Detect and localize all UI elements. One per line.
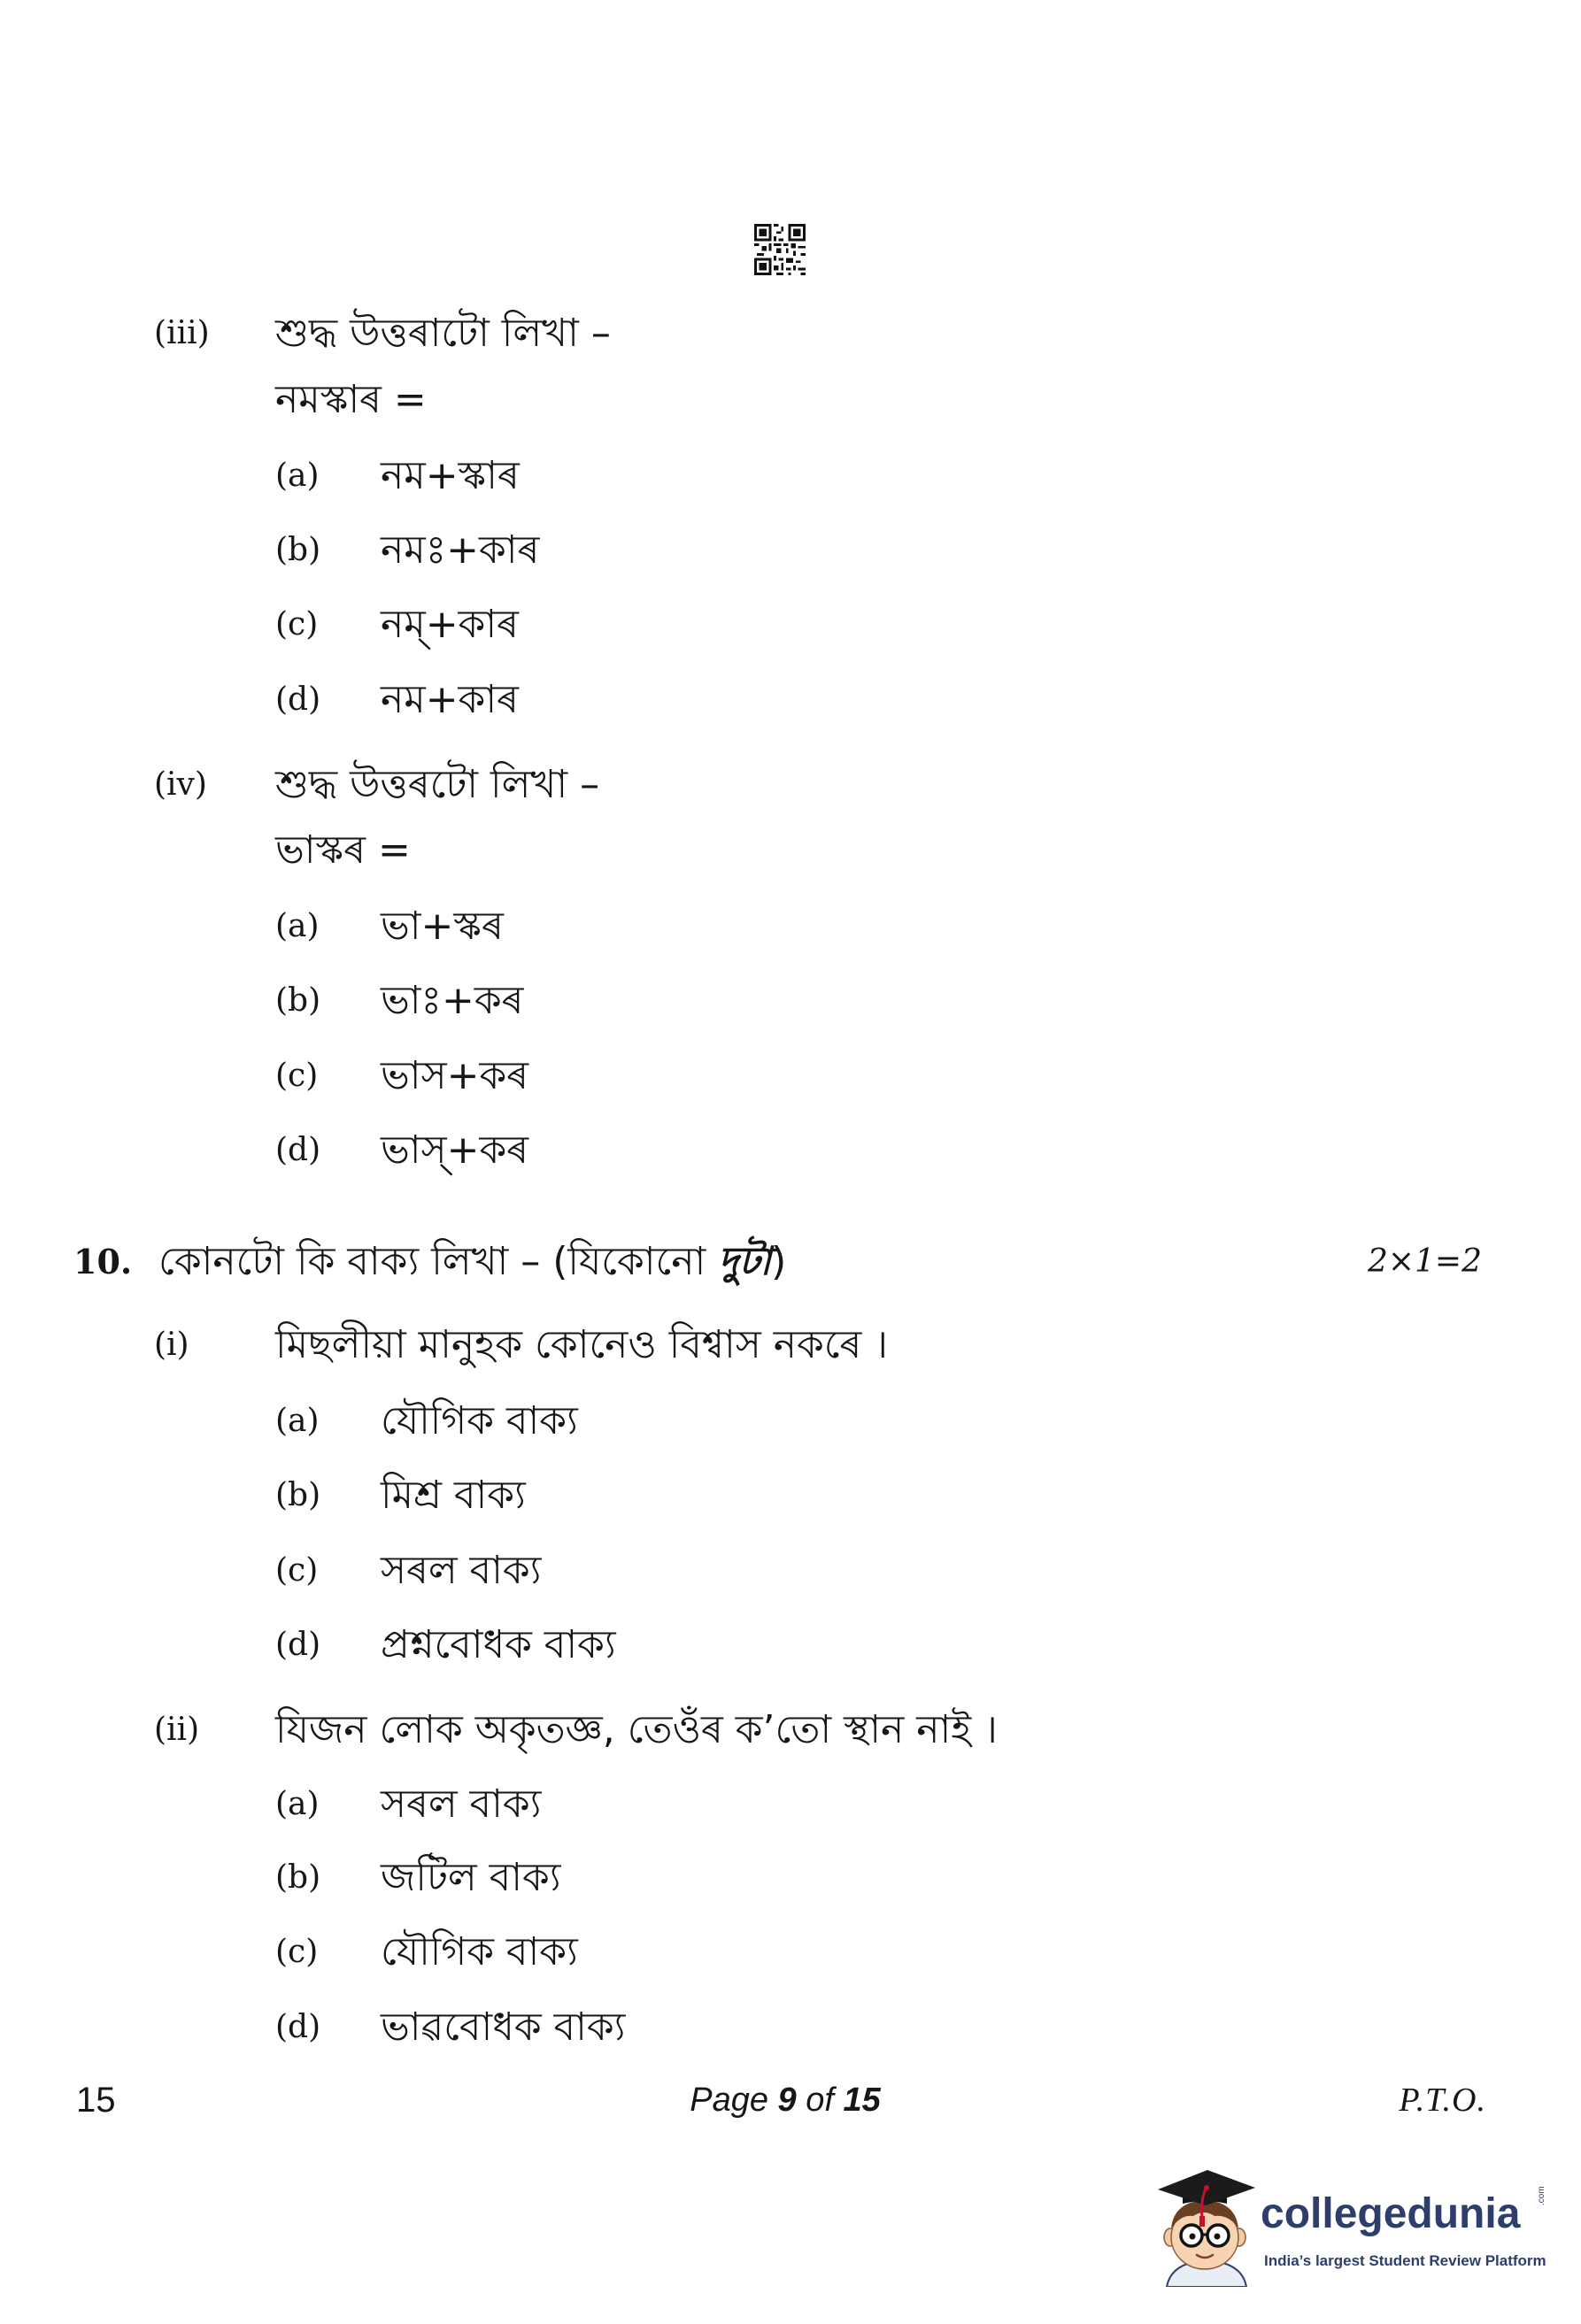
part-label: (iii) <box>154 315 210 351</box>
option-label: (b) <box>275 1477 321 1513</box>
option-row <box>0 672 1581 728</box>
please-turn-over: P.T.O. <box>1399 2082 1486 2119</box>
option-label: (c) <box>275 1552 319 1589</box>
question-part-row <box>0 305 1581 362</box>
watermark-brand: collegedunia <box>1261 2190 1521 2237</box>
page-total: 15 <box>843 2082 881 2119</box>
question-prompt-close: ) <box>771 1239 787 1284</box>
part-term-row <box>0 372 1581 428</box>
question-prompt-text: কোনটো কি বাক্য লিখা – (যিকোনো <box>158 1239 706 1284</box>
question-number: 10. <box>73 1242 133 1281</box>
option-text: যৌগিক বাক্য <box>381 1398 578 1443</box>
option-text: সৰল বাক্য <box>381 1548 542 1593</box>
option-label: (c) <box>275 606 319 643</box>
option-text: ভাঃ+কৰ <box>381 978 524 1023</box>
question-10-row <box>0 1234 1581 1290</box>
part-label: (iv) <box>154 766 207 803</box>
option-text: সৰল বাক্য <box>381 1781 542 1827</box>
option-row <box>0 1122 1581 1179</box>
page-of: of <box>806 2082 834 2119</box>
watermark-tld: .com <box>1537 2186 1546 2205</box>
option-text: নমঃ+কাৰ <box>381 527 540 573</box>
option-label: (b) <box>275 982 321 1019</box>
option-text: ভাস+কৰ <box>381 1053 529 1098</box>
option-row <box>0 448 1581 504</box>
option-row <box>0 522 1581 579</box>
option-row <box>0 1999 1581 2056</box>
part-label: (ii) <box>154 1712 200 1748</box>
option-row <box>0 1393 1581 1450</box>
option-label: (b) <box>275 1859 321 1896</box>
page-number <box>608 2072 962 2128</box>
question-part-row <box>0 757 1581 813</box>
page-word: Page <box>690 2082 768 2119</box>
option-label: (d) <box>275 681 321 718</box>
paper-code: 15 <box>76 2081 116 2120</box>
option-label: (c) <box>275 1934 319 1970</box>
option-row <box>0 1543 1581 1599</box>
qr-code-icon <box>754 224 806 275</box>
question-marks: 2×1=2 <box>1367 1243 1482 1280</box>
part-term: ভাস্কৰ = <box>275 827 411 873</box>
question-prompt-emphasis: দুটা <box>718 1239 772 1284</box>
option-text: জটিল বাক্য <box>381 1855 561 1900</box>
option-label: (a) <box>275 458 320 494</box>
option-text: নম+কাৰ <box>381 677 519 722</box>
question-prompt <box>158 1234 786 1290</box>
option-text: যৌগিক বাক্য <box>381 1929 578 1974</box>
option-row <box>0 898 1581 955</box>
part-term: নমস্কাৰ = <box>275 377 427 422</box>
option-row <box>0 1048 1581 1104</box>
option-row <box>0 1467 1581 1524</box>
option-row <box>0 1617 1581 1674</box>
part-prompt: শুদ্ধ উত্তৰাটো লিখা – <box>275 311 611 356</box>
part-sentence: যিজন লোক অকৃতজ্ঞ, তেওঁৰ ক’তো স্থান নাই । <box>275 1707 998 1752</box>
part-prompt: শুদ্ধ উত্তৰটো লিখা – <box>275 762 600 807</box>
option-text: প্ৰশ্নবোধক বাক্য <box>381 1622 616 1667</box>
option-row <box>0 1776 1581 1833</box>
page-footer <box>0 2072 1581 2128</box>
option-label: (d) <box>275 1627 321 1663</box>
option-label: (b) <box>275 532 321 568</box>
option-label: (a) <box>275 1786 320 1822</box>
page-current: 9 <box>777 2082 797 2119</box>
option-text: ভাৱবোধক বাক্য <box>381 2005 626 2050</box>
option-row <box>0 1924 1581 1981</box>
watermark-tagline: India’s largest Student Review Platform <box>1264 2252 1546 2269</box>
part-label: (i) <box>154 1327 189 1363</box>
option-label: (d) <box>275 2009 321 2045</box>
option-text: মিশ্ৰ বাক্য <box>381 1473 526 1518</box>
option-label: (a) <box>275 908 320 944</box>
option-label: (d) <box>275 1132 321 1168</box>
part-term-row <box>0 822 1581 879</box>
option-text: ভাস্+কৰ <box>381 1127 529 1173</box>
collegedunia-watermark <box>1151 2159 1558 2292</box>
option-text: ভা+স্কৰ <box>381 904 504 949</box>
part-sentence: মিছলীয়া মানুহক কোনেও বিশ্বাস নকৰে । <box>275 1322 888 1367</box>
question-part-row <box>0 1317 1581 1374</box>
option-text: নম+স্কাৰ <box>381 453 520 498</box>
option-row <box>0 973 1581 1029</box>
option-row <box>0 596 1581 653</box>
option-text: নম্+কাৰ <box>381 602 519 647</box>
option-label: (c) <box>275 1058 319 1094</box>
option-row <box>0 1850 1581 1906</box>
option-label: (a) <box>275 1403 320 1439</box>
question-part-row <box>0 1702 1581 1758</box>
mascot-icon <box>1151 2163 1261 2287</box>
